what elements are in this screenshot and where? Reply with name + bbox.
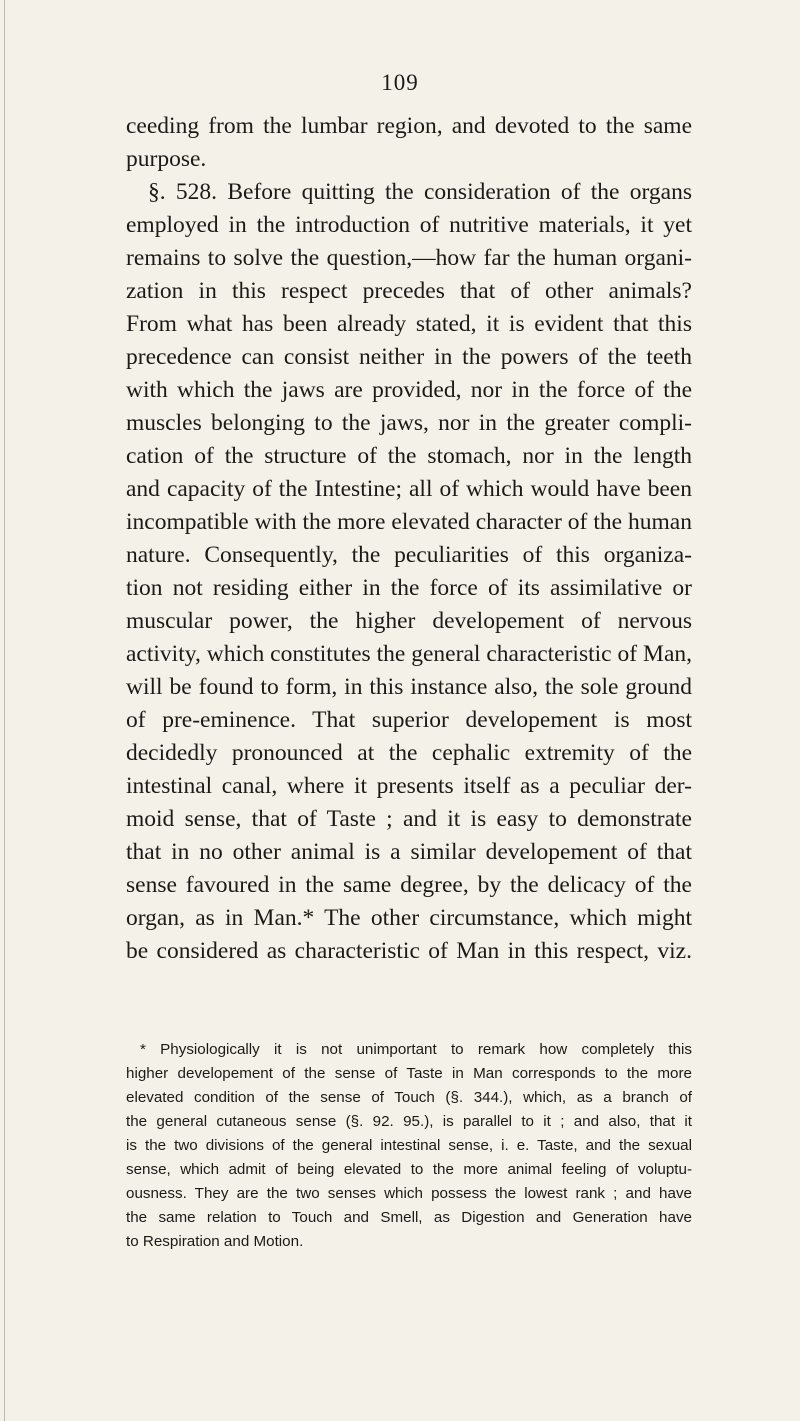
footnote-line: elevated condition of the sense of Touch (§. 344.), which, as a branch of [126,1089,692,1106]
page-number: 109 [381,70,419,95]
text-line: From what has been already stated, it is evident that this [126,311,692,337]
footnote [126,1038,692,1254]
text-line: will be found to form, in this instance also, the sole ground [126,674,692,700]
footnote-line: to Respiration and Motion. [126,1233,304,1250]
text-line: remains to solve the question,—how far the human organi- [126,245,692,271]
footnote-line: is the two divisions of the general intestinal sense, i. e. Taste, and the sexual [126,1137,692,1154]
text-line: precedence can consist neither in the powers of the teeth [126,344,692,370]
text-line: cation of the structure of the stomach, nor in the length [126,443,692,469]
text-line: tion not residing either in the force of its assimilative or [126,575,692,601]
text-line: intestinal canal, where it presents itself as a peculiar der- [126,773,692,799]
text-line: zation in this respect precedes that of other animals? [126,278,692,304]
main-text [126,110,692,968]
text-line: employed in the introduction of nutritive materials, it yet [126,212,692,238]
text-line: ceeding from the lumbar region, and devoted to the same [126,113,692,139]
text-line: decidedly pronounced at the cephalic extremity of the [126,740,692,766]
text-line: muscles belonging to the jaws, nor in the greater compli- [126,410,692,436]
footnote-line: ousness. They are the two senses which possess the lowest rank ; and have [126,1185,692,1202]
text-line: sense favoured in the same degree, by the delicacy of the [126,872,692,898]
footnote-line: the general cutaneous sense (§. 92. 95.), is parallel to it ; and also, that it [126,1113,692,1130]
text-line: incompatible with the more elevated character of the human [126,509,692,535]
text-line: purpose. [126,146,207,172]
text-line: of pre-eminence. That superior developement is most [126,707,692,733]
text-line: organ, as in Man.* The other circumstance, which might [126,905,692,931]
text-line: activity, which constitutes the general characteristic of Man, [126,641,692,667]
footnote-line: sense, which admit of being elevated to the more animal feeling of voluptu- [126,1161,692,1178]
text-line: be considered as characteristic of Man in this respect, viz. [126,938,692,964]
text-line: that in no other animal is a similar developement of that [126,839,692,865]
footnote-line: * Physiologically it is not unimportant to remark how completely this [140,1041,692,1058]
text-line: §. 528. Before quitting the consideration of the organs [148,179,692,205]
footnote-line: the same relation to Touch and Smell, as Digestion and Generation have [126,1209,692,1226]
text-line: and capacity of the Intestine; all of which would have been [126,476,692,502]
text-line: muscular power, the higher developement of nervous [126,608,692,634]
text-line: with which the jaws are provided, nor in the force of the [126,377,692,403]
text-line: moid sense, that of Taste ; and it is easy to demonstrate [126,806,692,832]
page-edge-line [4,0,5,1421]
text-line: nature. Consequently, the peculiarities of this organiza- [126,542,692,568]
footnote-line: higher developement of the sense of Taste in Man corresponds to the more [126,1065,692,1082]
